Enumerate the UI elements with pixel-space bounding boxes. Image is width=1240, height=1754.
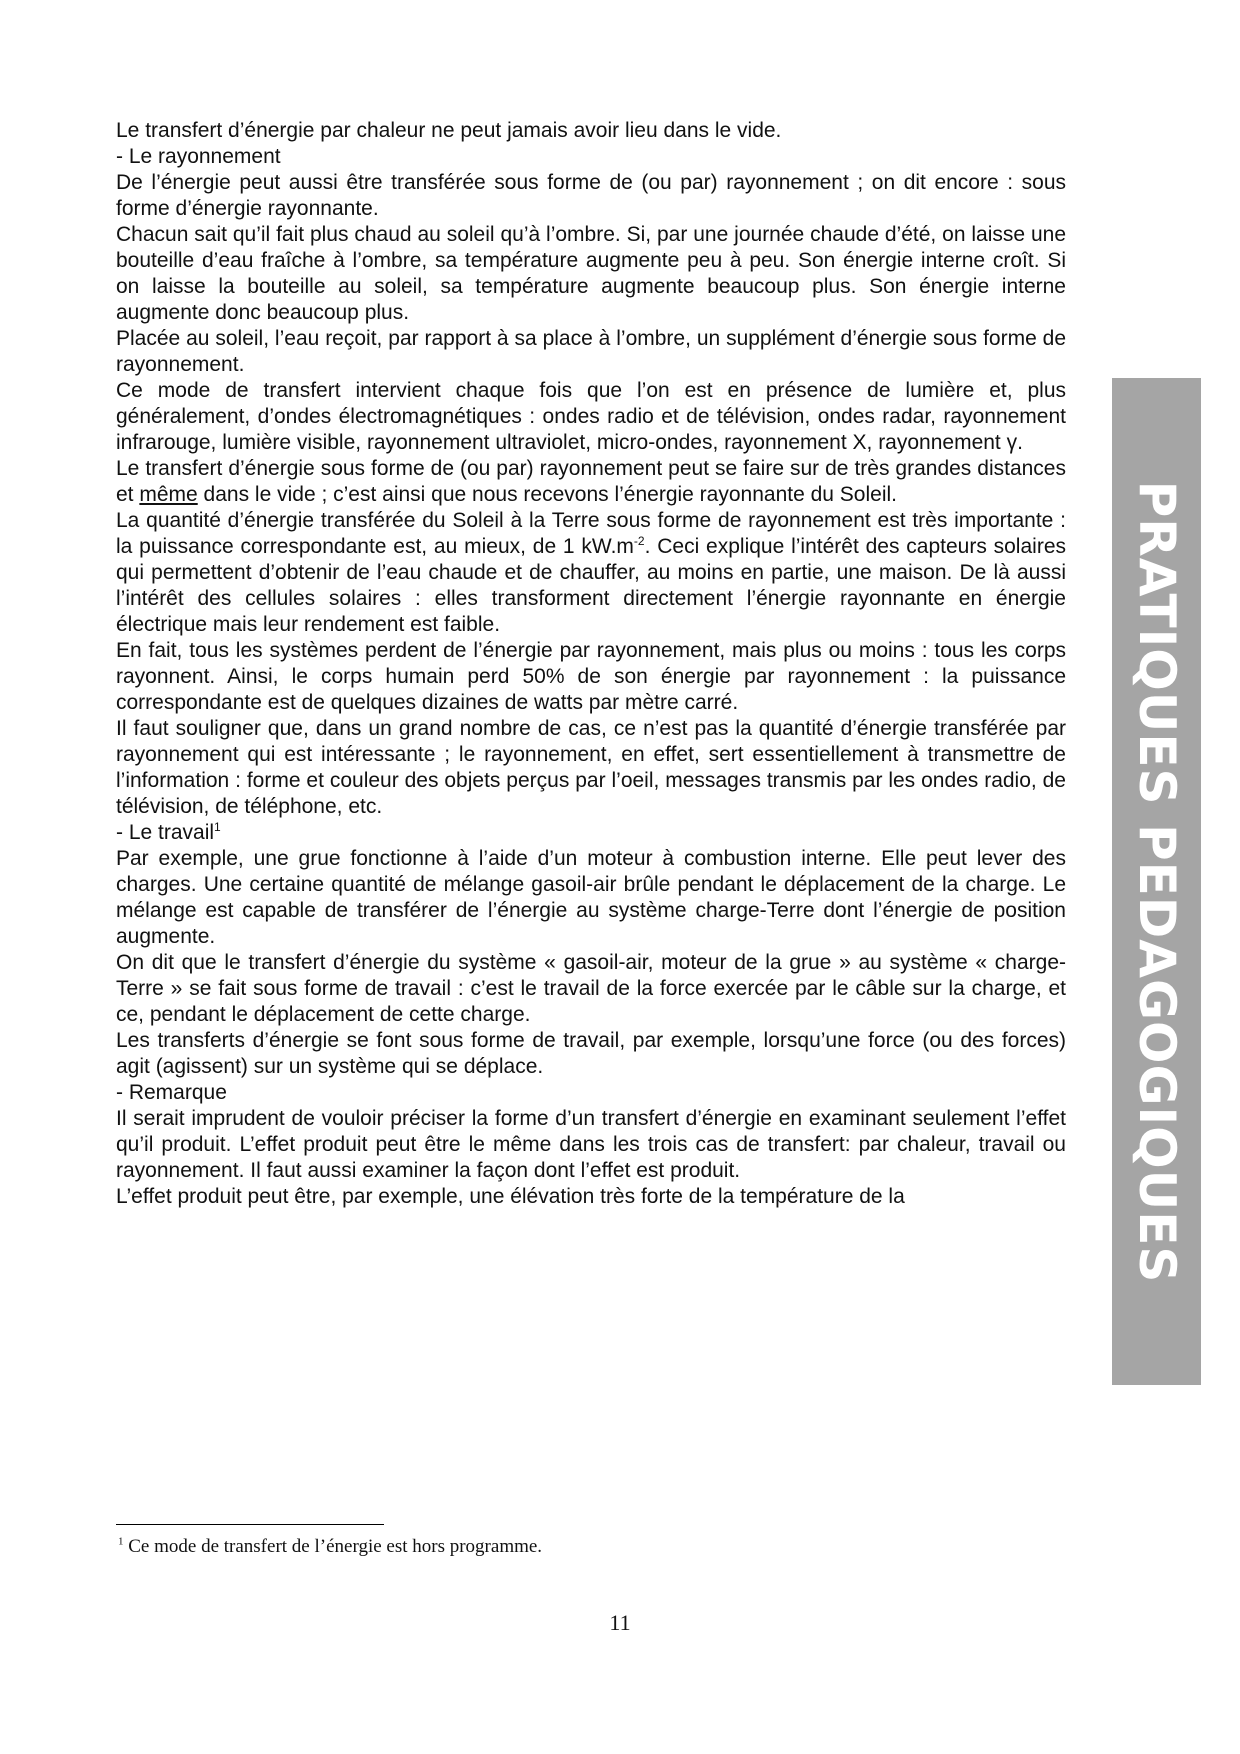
rayonnement-paragraph-1: De l’énergie peut aussi être transférée sous forme de (ou par) rayonnement ; on dit encore : sous forme d’énergie rayonnante. bbox=[116, 171, 1066, 220]
body-text bbox=[116, 118, 1066, 1210]
remarque-paragraph-2: L’effet produit peut être, par exemple, une élévation très forte de la température de la bbox=[116, 1185, 905, 1208]
section-heading-rayonnement: - Le rayonnement bbox=[116, 145, 281, 168]
page-number: 11 bbox=[609, 1610, 631, 1635]
underlined-word: même bbox=[139, 483, 198, 506]
p5-text-before: Le transfert d’énergie sous forme de (ou par) rayonnement peut se faire sur de très grandes distances et bbox=[116, 457, 1066, 506]
rayonnement-paragraph-2: Chacun sait qu’il fait plus chaud au soleil qu’à l’ombre. Si, par une journée chaude d’été, on laisse une bouteille d’eau fraîche à l’ombre, sa température augmente peu à peu. Son énergie interne croît. Si on laisse la bouteille au soleil, sa température augmente beaucoup plus. Son énergie interne augmente donc beaucoup plus. bbox=[116, 223, 1066, 324]
unit-exponent: -2 bbox=[633, 534, 645, 548]
section-heading-travail bbox=[116, 820, 1066, 846]
intro-line: Le transfert d’énergie par chaleur ne peut jamais avoir lieu dans le vide. bbox=[116, 119, 782, 142]
p6-text-after: . Ceci explique l’intérêt des capteurs solaires qui permettent d’obtenir de l’eau chaude et de chauffer, au moins en partie, une maison. De là aussi l’intérêt des cellules solaires : elles transforment directement l’énergie rayonnante en énergie électrique mais leur rendement est faible. bbox=[116, 535, 1066, 636]
section-heading-remarque: - Remarque bbox=[116, 1081, 227, 1104]
travail-heading-text: - Le travail bbox=[116, 821, 215, 844]
footnote-reference[interactable]: 1 bbox=[214, 820, 221, 834]
travail-paragraph-1: Par exemple, une grue fonctionne à l’aide d’un moteur à combustion interne. Elle peut lever des charges. Une certaine quantité de mélange gasoil-air brûle pendant le déplacement de la charge. Le mélange est capable de transférer de l’énergie au système charge-Terre dont l’énergie de position augmente. bbox=[116, 847, 1066, 948]
rayonnement-paragraph-8: Il faut souligner que, dans un grand nombre de cas, ce n’est pas la quantité d’énergie transférée par rayonnement qui est intéressante ; le rayonnement, en effet, sert essentiellement à transmettre de l’information : forme et couleur des objets perçus par l’oeil, messages transmis par les ondes radio, de télévision, de téléphone, etc. bbox=[116, 717, 1066, 818]
travail-paragraph-3: Les transferts d’énergie se font sous forme de travail, par exemple, lorsqu’une force (ou des forces) agit (agissent) sur un système qui se déplace. bbox=[116, 1029, 1066, 1078]
remarque-paragraph-1: Il serait imprudent de vouloir préciser la forme d’un transfert d’énergie en examinant seulement l’effet qu’il produit. L’effet produit peut être le même dans les trois cas de transfert: par chaleur, travail ou rayonnement. Il faut aussi examiner la façon dont l’effet est produit. bbox=[116, 1107, 1066, 1182]
sidebar-label: PRATIQUES PEDAGOGIQUES bbox=[1127, 480, 1186, 1283]
rayonnement-paragraph-5 bbox=[116, 456, 1066, 508]
rayonnement-paragraph-3: Placée au soleil, l’eau reçoit, par rapport à sa place à l’ombre, un supplément d’énergie sous forme de rayonnement. bbox=[116, 327, 1066, 376]
footnote bbox=[118, 1536, 542, 1558]
rayonnement-paragraph-7: En fait, tous les systèmes perdent de l’énergie par rayonnement, mais plus ou moins : tous les corps rayonnent. Ainsi, le corps humain perd 50% de son énergie par rayonnement : la puissance correspondante est de quelques dizaines de watts par mètre carré. bbox=[116, 639, 1066, 714]
section-sidebar-tab bbox=[1112, 378, 1201, 1385]
p5-text-after: dans le vide ; c’est ainsi que nous recevons l’énergie rayonnante du Soleil. bbox=[197, 483, 897, 506]
rayonnement-paragraph-6 bbox=[116, 508, 1066, 638]
rayonnement-paragraph-4: Ce mode de transfert intervient chaque fois que l’on est en présence de lumière et, plus généralement, d’ondes électromagnétiques : ondes radio et de télévision, ondes radar, rayonnement infrarouge, lumière visible, rayonnement ultraviolet, micro-ondes, rayonnement X, rayonnement γ. bbox=[116, 379, 1066, 454]
travail-paragraph-2: On dit que le transfert d’énergie du système « gasoil-air, moteur de la grue » au système « charge-Terre » se fait sous forme de travail : c’est le travail de la force exercée par le câble sur la charge, et ce, pendant le déplacement de cette charge. bbox=[116, 951, 1066, 1026]
p6-text-before: La quantité d’énergie transférée du Soleil à la Terre sous forme de rayonnement est très importante : la puissance correspondante est, au mieux, de 1 kW.m bbox=[116, 509, 1066, 558]
footnote-text: Ce mode de transfert de l’énergie est hors programme. bbox=[123, 1536, 543, 1557]
footnote-separator bbox=[116, 1524, 384, 1525]
footnote-marker: 1 bbox=[118, 1535, 124, 1548]
